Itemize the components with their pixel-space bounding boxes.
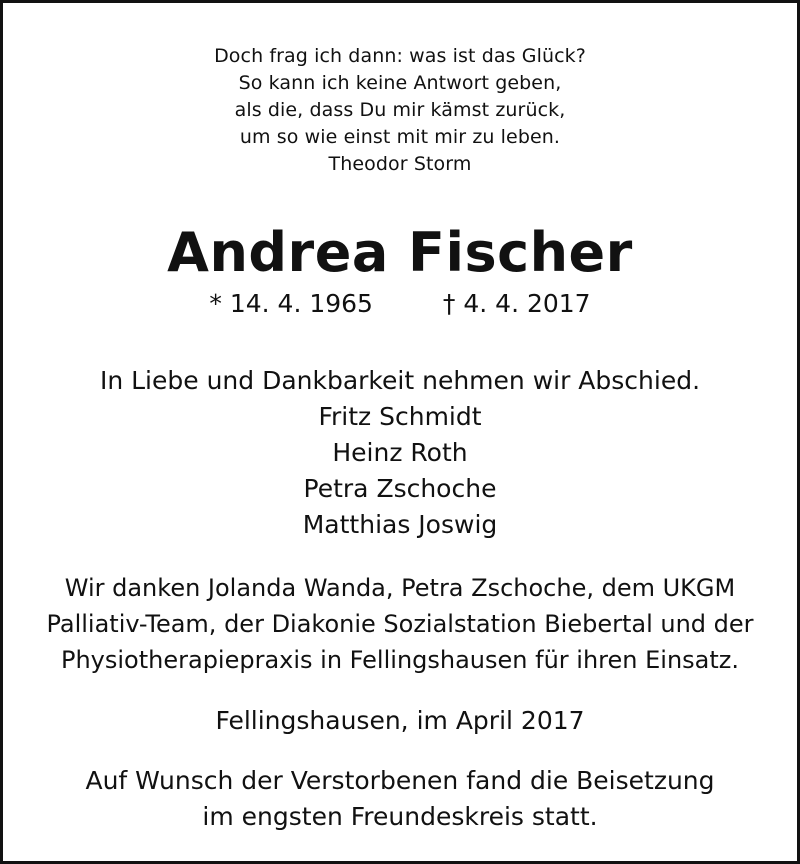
mourner-name: Heinz Roth xyxy=(332,438,468,467)
farewell-text: In Liebe und Dankbarkeit nehmen wir Abschied. xyxy=(99,366,701,395)
thanks-line: Physiotherapiepraxis in Fellingshausen für ihren Einsatz. xyxy=(60,646,739,674)
birth-date: * 14. 4. 1965 xyxy=(209,289,373,318)
death-date: † 4. 4. 2017 xyxy=(442,289,591,318)
poem-line: als die, dass Du mir kämst zurück, xyxy=(234,99,566,121)
thanks-paragraph xyxy=(3,570,797,678)
mourner-name: Petra Zschoche xyxy=(303,474,497,503)
mourner-name: Matthias Joswig xyxy=(302,510,498,539)
thanks-line: Wir danken Jolanda Wanda, Petra Zschoche, dem UKGM xyxy=(64,574,736,602)
poem-quote xyxy=(3,43,797,178)
burial-note xyxy=(3,763,797,835)
mourners-list xyxy=(3,399,797,543)
poem-line: um so wie einst mit mir zu leben. xyxy=(239,126,561,148)
place-and-date: Fellingshausen, im April 2017 xyxy=(215,706,585,735)
poem-line: So kann ich keine Antwort geben, xyxy=(238,72,562,94)
deceased-name: Andrea Fischer xyxy=(167,221,633,284)
burial-line: Auf Wunsch der Verstorbenen fand die Beisetzung xyxy=(85,766,715,795)
mourner-name: Fritz Schmidt xyxy=(318,402,482,431)
thanks-line: Palliativ-Team, der Diakonie Sozialstation Biebertal und der xyxy=(46,610,754,638)
poem-line: Doch frag ich dann: was ist das Glück? xyxy=(214,45,586,67)
poem-author: Theodor Storm xyxy=(328,153,472,175)
burial-line: im engsten Freundeskreis statt. xyxy=(202,802,598,831)
life-dates xyxy=(3,287,797,321)
